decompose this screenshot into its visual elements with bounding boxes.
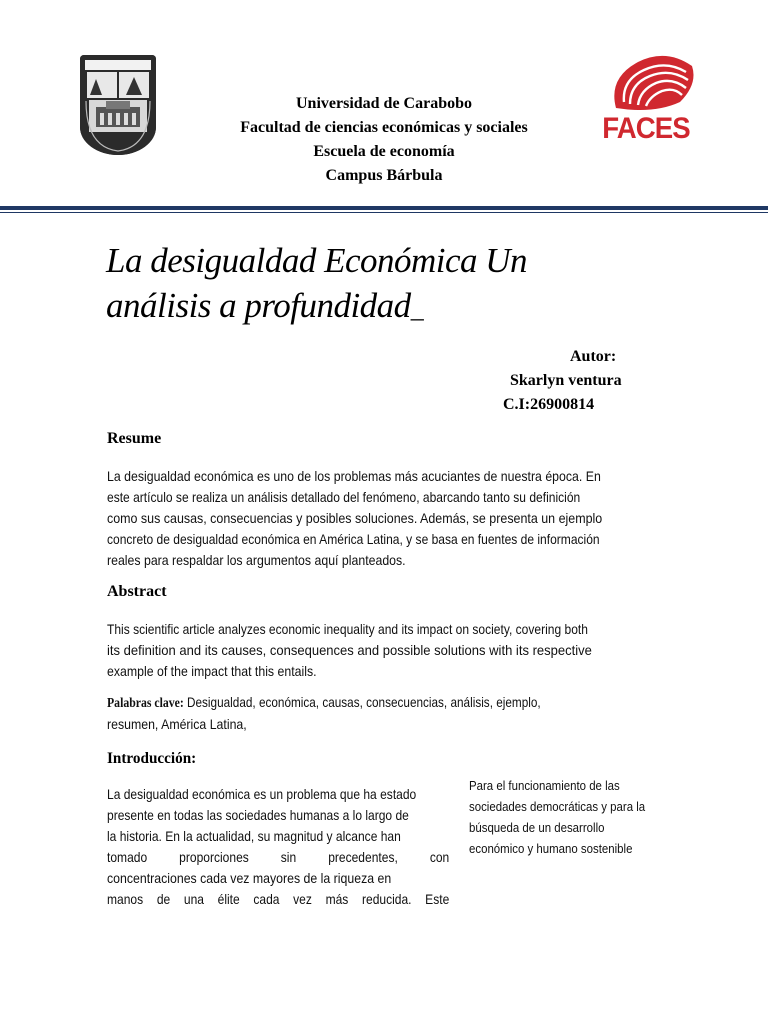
- institution-header: [160, 92, 608, 188]
- intro-word: con: [429, 849, 450, 865]
- intro-word: precedentes,: [328, 849, 398, 865]
- intro-word: de: [156, 891, 171, 907]
- intro-word: sin: [280, 849, 297, 865]
- intro-line-justified: [107, 889, 449, 910]
- abstract-paragraph: [107, 619, 661, 682]
- intro-word: manos: [107, 891, 144, 907]
- resume-line: como sus causas, consecuencias y posibles soluciones. Además, se presenta un ejemplo: [107, 510, 603, 526]
- intro-word: Este: [425, 891, 450, 907]
- resume-line: este artículo se realiza un análisis detallado del fenómeno, abarcando tanto su definición: [107, 489, 581, 505]
- introduction-heading: Introducción:: [107, 750, 197, 767]
- intro-right-line: económico y humano sostenible: [469, 841, 633, 856]
- abstract-line: This scientific article analyzes economic inequality and its impact on society, covering both: [107, 621, 588, 637]
- intro-word: proporciones: [179, 849, 249, 865]
- resume-paragraph: [107, 466, 661, 571]
- title-line-2: análisis a profundidad_: [106, 286, 424, 325]
- author-label: Autor:: [570, 348, 617, 365]
- resume-line: reales para respaldar los argumentos aquí planteados.: [107, 552, 406, 568]
- intro-line: La desigualdad económica es un problema que ha estado: [107, 786, 417, 802]
- introduction-right-column: [469, 775, 669, 859]
- author-name: Skarlyn ventura: [510, 372, 622, 389]
- header-divider-thin: [0, 212, 768, 213]
- abstract-heading: Abstract: [107, 583, 167, 600]
- intro-word: reducida.: [361, 891, 412, 907]
- intro-word: vez: [293, 891, 312, 907]
- faces-logo: [594, 50, 698, 148]
- text-cursor: _: [410, 294, 424, 323]
- faces-logo-text: FACES: [602, 112, 690, 145]
- intro-line: concentraciones cada vez mayores de la riqueza en: [107, 870, 392, 886]
- abstract-line: its definition and its causes, consequences and possible solutions with its respective: [107, 642, 592, 658]
- intro-word: más: [325, 891, 349, 907]
- faculty-name: Facultad de ciencias económicas y sociales: [240, 119, 528, 136]
- university-seal-logo: [80, 55, 156, 155]
- keywords-line-2: resumen, América Latina,: [107, 716, 247, 732]
- intro-word: una: [183, 891, 204, 907]
- abstract-line: example of the impact that this entails.: [107, 663, 317, 679]
- keywords-block: [107, 692, 661, 735]
- intro-word: cada: [253, 891, 280, 907]
- intro-word: élite: [217, 891, 240, 907]
- keywords-line-1: Palabras clave: Desigualdad, económica, causas, consecuencias, análisis, ejemplo,: [107, 694, 541, 711]
- intro-line: la historia. En la actualidad, su magnitud y alcance han: [107, 828, 401, 844]
- keywords-label: Palabras clave:: [107, 696, 184, 711]
- intro-word: tomado: [107, 849, 148, 865]
- document-title: [106, 238, 666, 331]
- intro-right-line: Para el funcionamiento de las: [469, 778, 620, 793]
- campus-name: Campus Bárbula: [325, 167, 443, 184]
- university-name: Universidad de Carabobo: [295, 95, 473, 112]
- intro-line: presente en todas las sociedades humanas a lo largo de: [107, 807, 409, 823]
- intro-right-line: sociedades democráticas y para la: [469, 799, 646, 814]
- intro-line-justified: [107, 847, 449, 868]
- introduction-left-column: [107, 784, 449, 910]
- resume-heading: Resume: [107, 430, 162, 447]
- school-name: Escuela de economía: [313, 143, 455, 160]
- resume-line: concreto de desigualdad económica en América Latina, y se basa en fuentes de información: [107, 531, 600, 547]
- author-id: C.I:26900814: [503, 396, 595, 413]
- header-divider: [0, 206, 768, 210]
- title-line-1: La desigualdad Económica Un: [106, 241, 528, 280]
- resume-line: La desigualdad económica es uno de los problemas más acuciantes de nuestra época. En: [107, 468, 601, 484]
- intro-right-line: búsqueda de un desarrollo: [469, 820, 605, 835]
